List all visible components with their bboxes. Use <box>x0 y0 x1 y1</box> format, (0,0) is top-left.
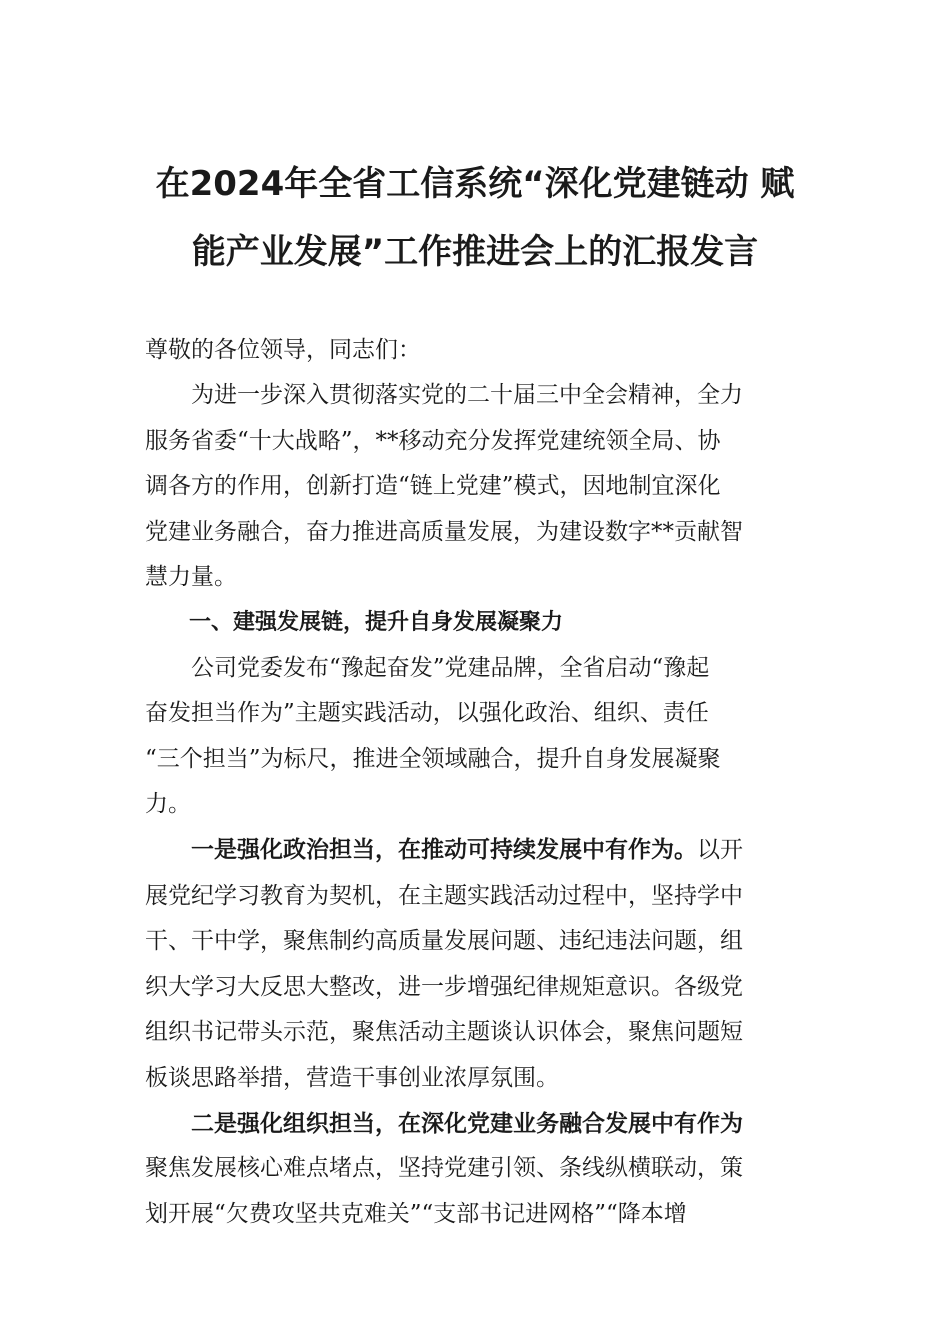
section1-paragraph <box>145 646 810 828</box>
point2-line: 聚焦发展核心难点堵点，坚持党建引领、条线纵横联动，策 <box>145 1155 743 1182</box>
point2-lead: 二是强化组织担当，在深化党建业务融合发展中有作为 <box>191 1109 743 1137</box>
intro-line: 党建业务融合，奋力推进高质量发展，为建设数字**贡献智 <box>145 518 743 545</box>
intro-line: 为进一步深入贯彻落实党的二十届三中全会精神，全力 <box>191 382 743 409</box>
title-line-1: 在2024年全省工信系统“深化党建链动 赋 <box>155 164 795 204</box>
point1-first-rest: 以开 <box>697 837 743 864</box>
section1-line: 力。 <box>145 791 191 818</box>
point1-line: 织大学习大反思大整改，进一步增强纪律规矩意识。各级党 <box>145 973 743 1000</box>
point2-paragraph <box>145 1101 810 1237</box>
point1-first-line <box>145 827 810 873</box>
section1-line: “三个担当”为标尺，推进全领域融合，提升自身发展凝聚 <box>145 745 721 772</box>
point2-line: 划开展“欠费攻坚共克难关”“支部书记进网格”“降本增 <box>145 1200 687 1227</box>
point1-line: 组织书记带头示范，聚焦活动主题谈认识体会，聚焦问题短 <box>145 1019 743 1046</box>
point1-lead: 一是强化政治担当，在推动可持续发展中有作为。 <box>191 836 697 864</box>
title-line-2: 能产业发展”工作推进会上的汇报发言 <box>191 232 759 272</box>
document-body <box>145 328 810 1237</box>
salutation: 尊敬的各位领导，同志们： <box>145 337 421 363</box>
point1-paragraph <box>145 827 810 1100</box>
document-title <box>145 150 805 286</box>
intro-line: 慧力量。 <box>145 564 237 591</box>
point1-line: 展党纪学习教育为契机，在主题实践活动过程中，坚持学中 <box>145 882 743 909</box>
point1-line: 板谈思路举措，营造干事创业浓厚氛围。 <box>145 1064 559 1091</box>
section1-line: 奋发担当作为”主题实践活动，以强化政治、组织、责任 <box>145 700 709 727</box>
section-heading: 一、建强发展链，提升自身发展凝聚力 <box>189 610 564 636</box>
section1-line: 公司党委发布“豫起奋发”党建品牌，全省启动“豫起 <box>191 654 710 681</box>
intro-line: 服务省委“十大战略”，**移动充分发挥党建统领全局、协 <box>145 427 721 454</box>
point1-line: 干、干中学，聚焦制约高质量发展问题、违纪违法问题，组 <box>145 928 743 955</box>
intro-line: 调各方的作用，创新打造“链上党建”模式，因地制宜深化 <box>145 473 721 500</box>
intro-paragraph <box>145 373 810 600</box>
